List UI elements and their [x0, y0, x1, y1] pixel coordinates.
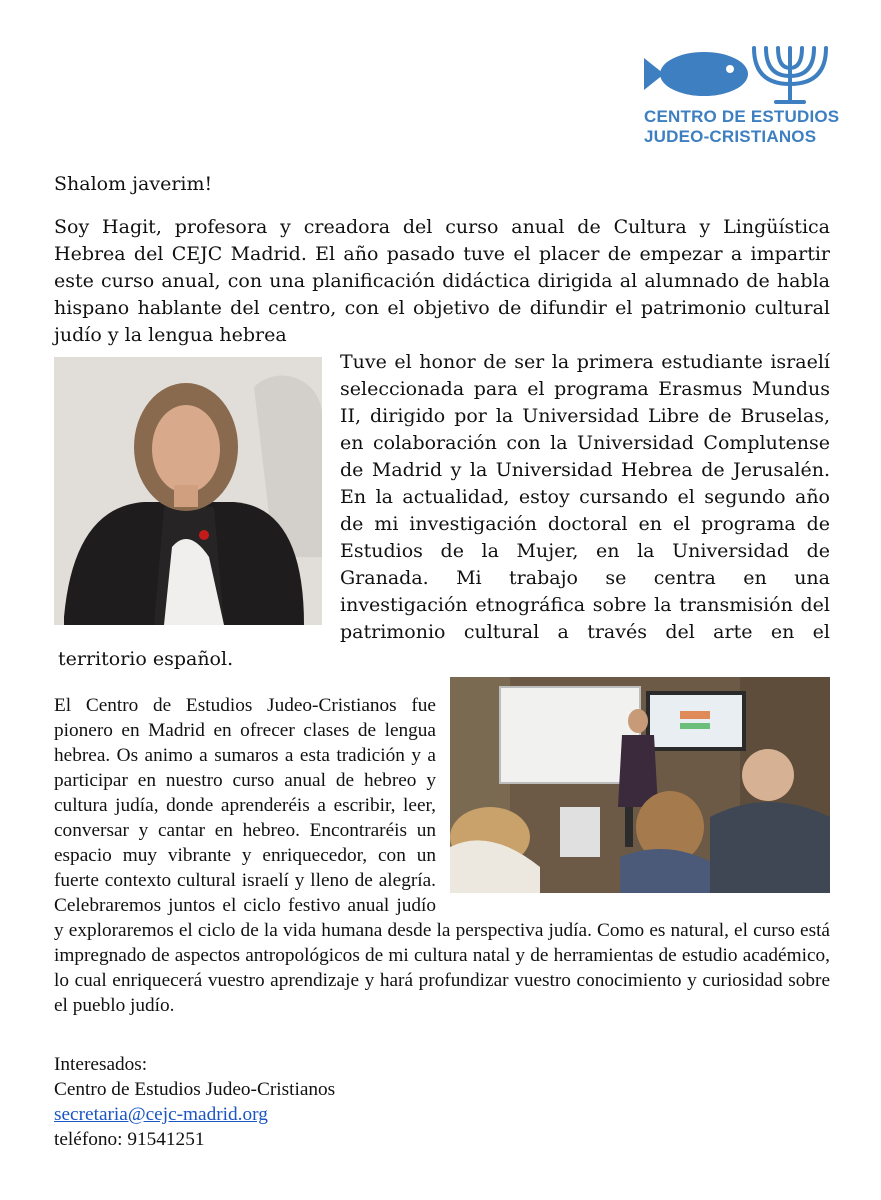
classroom-photo: [450, 677, 830, 893]
cejc-logo: [642, 44, 842, 154]
contact-phone: teléfono: 91541251: [54, 1129, 205, 1150]
paragraph-course: El Centro de Estudios Judeo-Cristianos fue pionero en Madrid en ofrecer clases de lengua hebrea. Os animo a sumaros a esta tradición y a participar en nuestro curso anual de hebreo y cultura judía, donde aprenderéis a escribir, leer, conversar y cantar en hebreo. Encontraréis un espacio muy vibrante y enriquecedor, con un fuerte contexto cultural israelí y lleno de alegría. Celebraremos juntos el ciclo festivo anual judío y exploraremos el ciclo de la vida humana desde la perspectiva judía. Como es natural, el curso está impregnado de aspectos antropológicos de mi cultura natal y de herramientas de estudio académico, lo cual enriquecerá vuestro aprendizaje y hará profundizar vuestro conocimiento y curiosidad sobre el pueblo judío.: [54, 695, 830, 1016]
logo-line-2: JUDEO-CRISTIANOS: [644, 127, 817, 146]
paragraph-biography: Tuve el honor de ser la primera estudiante israelí seleccionada para el programa Erasmus Mundus II, dirigido por la Universidad Libre de Bruselas, en colaboración con la Universidad Complutense de Madrid y la Universidad Hebrea de Jerusalén. En la actualidad, estoy cursando el segundo año de mi investigación doctoral en el programa de Estudios de la Mujer, en la Universidad de Granada. Mi trabajo se centra en una investigación etnográfica sobre la transmisión del patrimonio cultural a través del arte en el territorio español.: [58, 351, 830, 670]
contact-organization: Centro de Estudios Judeo-Cristianos: [54, 1079, 336, 1100]
letter-body: [54, 171, 830, 1152]
paragraph-intro: Soy Hagit, profesora y creadora del curso anual de Cultura y Lingüística Hebrea del CEJC Madrid. El año pasado tuve el placer de empezar a impartir este curso anual, con una planificación didáctica dirigida al alumnado de habla hispano hablante del centro, con el objetivo de difundir el patrimonio cultural judío y la lengua hebrea: [54, 216, 830, 346]
logo-line-1: CENTRO DE ESTUDIOS: [644, 107, 840, 126]
contact-block: [54, 1052, 830, 1152]
greeting: Shalom javerim!: [54, 173, 213, 195]
contact-label: Interesados:: [54, 1054, 148, 1075]
contact-email-link[interactable]: secretaria@cejc-madrid.org: [54, 1104, 268, 1125]
teacher-portrait-photo: [54, 357, 322, 625]
logo-text: [644, 107, 839, 147]
fish-menorah-icon: [642, 44, 832, 106]
